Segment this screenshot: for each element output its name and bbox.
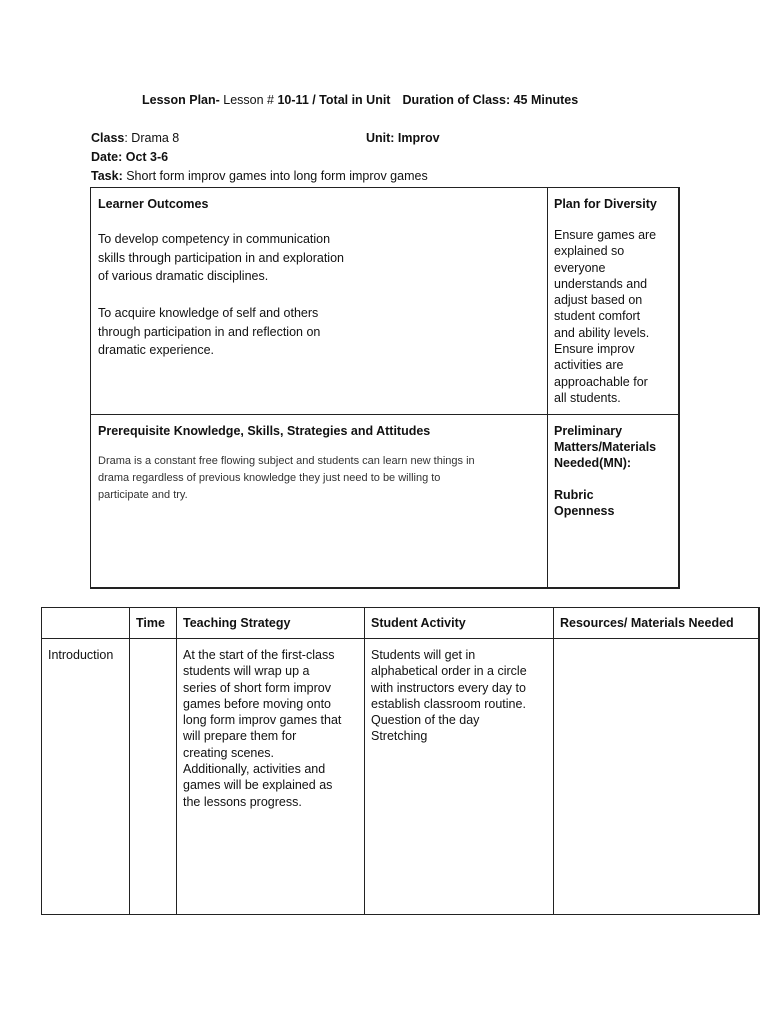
task-line bbox=[91, 169, 428, 183]
row-student-activity-cell bbox=[364, 638, 554, 915]
class-label: Class bbox=[91, 131, 125, 145]
learner-outcomes-cell bbox=[90, 187, 548, 415]
header-time: Time bbox=[136, 616, 165, 630]
outcome-paragraph-2: To acquire knowledge of self and others through participation in and reflection on dramatic experience. bbox=[98, 306, 321, 357]
class-duration: Duration of Class: 45 Minutes bbox=[402, 93, 579, 107]
materials-cell bbox=[547, 414, 680, 589]
lesson-plan-label: Lesson Plan- bbox=[142, 93, 220, 107]
row-phase: Introduction bbox=[48, 648, 114, 662]
row-resources-cell bbox=[553, 638, 760, 915]
prerequisite-cell bbox=[90, 414, 548, 589]
plan-for-diversity-heading: Plan for Diversity bbox=[554, 197, 657, 211]
class-value: : Drama 8 bbox=[124, 131, 180, 145]
unit-line: Unit: Improv bbox=[366, 131, 440, 145]
task-label: Task: bbox=[91, 169, 123, 183]
plan-for-diversity-cell bbox=[547, 187, 680, 415]
header-cell-phase bbox=[41, 607, 130, 639]
class-line bbox=[91, 131, 179, 145]
task-value: Short form improv games into long form improv games bbox=[122, 169, 428, 183]
lesson-number: 10-11 / Total in Unit bbox=[277, 93, 391, 107]
header-resources: Resources/ Materials Needed bbox=[560, 616, 734, 630]
row-phase-cell bbox=[41, 638, 130, 915]
outcomes-table bbox=[90, 187, 679, 588]
row-student-activity: Students will get in alphabetical order in a circle with instructors every day to establish classroom routine. Question of the day Stretching bbox=[371, 648, 527, 744]
header-teaching-strategy: Teaching Strategy bbox=[183, 616, 291, 630]
row-time-cell bbox=[129, 638, 177, 915]
learner-outcomes-heading: Learner Outcomes bbox=[98, 197, 209, 211]
materials-items: Rubric Openness bbox=[554, 488, 615, 518]
header-cell-teaching-strategy bbox=[176, 607, 365, 639]
materials-heading: Preliminary Matters/Materials Needed(MN): bbox=[554, 424, 657, 470]
header-cell-student-activity bbox=[364, 607, 554, 639]
lesson-label: Lesson # bbox=[219, 93, 278, 107]
lesson-activity-table bbox=[41, 607, 759, 915]
header-cell-time bbox=[129, 607, 177, 639]
plan-for-diversity-text: Ensure games are explained so everyone understands and adjust based on student comfort and ability levels. Ensure improv activities are approachable for all students. bbox=[554, 228, 657, 405]
lesson-plan-title bbox=[142, 93, 578, 107]
outcome-paragraph-1: To develop competency in communication skills through participation in and exploration of various dramatic disciplines. bbox=[98, 232, 344, 283]
row-teaching-strategy: At the start of the first-class students will wrap up a series of short form improv games before moving onto long form improv games that will prepare them for creating scenes. Additionally, activities and games will be explained as the lessons progress. bbox=[183, 648, 342, 809]
date-line: Date: Oct 3-6 bbox=[91, 150, 169, 164]
row-teaching-strategy-cell bbox=[176, 638, 365, 915]
header-cell-resources bbox=[553, 607, 760, 639]
prerequisite-text: Drama is a constant free flowing subject and students can learn new things in drama regardless of previous knowledge they just need to be willing to participate and try. bbox=[98, 455, 475, 501]
header-student-activity: Student Activity bbox=[371, 616, 466, 630]
prerequisite-heading: Prerequisite Knowledge, Skills, Strategies and Attitudes bbox=[98, 424, 431, 438]
